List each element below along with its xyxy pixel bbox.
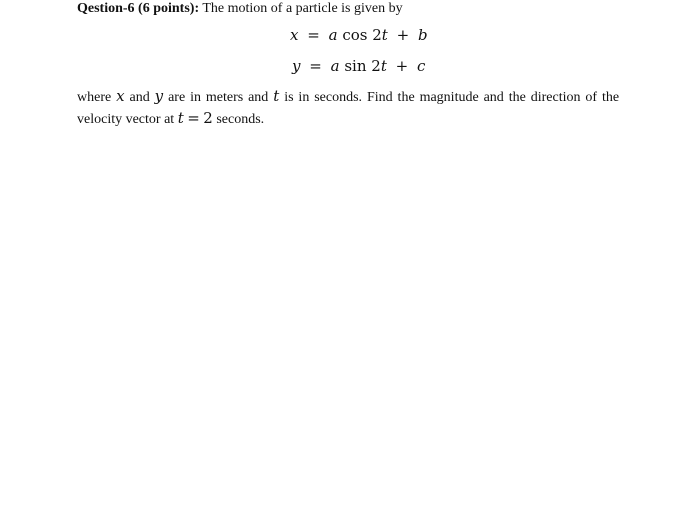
equation-x-plus: + bbox=[396, 26, 410, 44]
text-seconds: seconds. bbox=[216, 112, 265, 127]
equation-y-plus: + bbox=[395, 57, 409, 75]
var-t: t bbox=[273, 87, 280, 105]
equation-y-function: sin 2 bbox=[344, 57, 381, 75]
question-label: Qestion-6 (6 points): bbox=[77, 1, 200, 16]
text-rest-line-1: is in seconds. Find the magnitude and the direction of the bbox=[284, 90, 620, 105]
t-value: 2 bbox=[203, 109, 213, 127]
text-line-2-start: velocity vector at bbox=[77, 112, 175, 127]
equation-x-argument: t bbox=[381, 26, 388, 44]
var-x: x bbox=[116, 87, 125, 105]
question-body-line-2 bbox=[77, 108, 619, 130]
question-intro: The motion of a particle is given by bbox=[202, 1, 403, 16]
question-heading bbox=[77, 0, 403, 18]
equation-y bbox=[292, 56, 425, 76]
equals-sign: = bbox=[187, 109, 200, 127]
text-meters: are in meters and bbox=[168, 90, 269, 105]
equation-y-coefficient: a bbox=[330, 57, 340, 75]
equation-x-coefficient: a bbox=[328, 26, 338, 44]
question-body-line-1 bbox=[77, 86, 619, 108]
text-and: and bbox=[129, 90, 150, 105]
equation-x-function: cos 2 bbox=[342, 26, 382, 44]
equation-y-equals: = bbox=[309, 57, 322, 75]
equation-y-argument: t bbox=[380, 57, 387, 75]
equation-y-lhs: y bbox=[292, 57, 301, 75]
question-body bbox=[77, 86, 619, 130]
equation-y-constant: c bbox=[417, 57, 426, 75]
equation-x-lhs: x bbox=[290, 26, 299, 44]
equation-x bbox=[290, 25, 428, 45]
equation-x-constant: b bbox=[417, 26, 428, 44]
var-y: y bbox=[154, 87, 164, 105]
text-where: where bbox=[77, 90, 112, 105]
t-symbol: t bbox=[177, 109, 184, 127]
equation-x-equals: = bbox=[307, 26, 320, 44]
